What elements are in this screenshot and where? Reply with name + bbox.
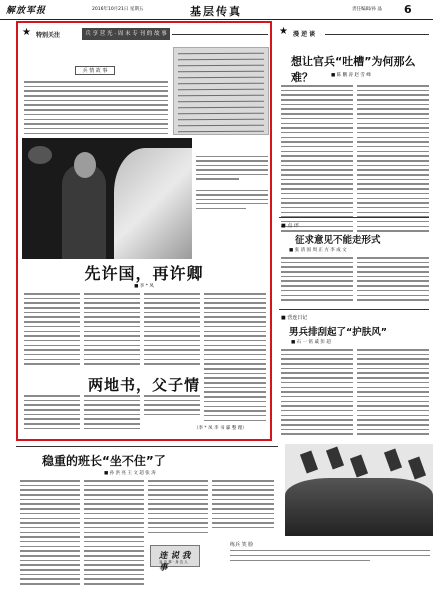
article-body-lower-col2 — [84, 395, 140, 435]
article-body-col3 — [144, 293, 200, 369]
bottom-byline: ■ 孙 洪 亮 王 文 超 张 涛 — [104, 471, 156, 476]
feature-tag-label: 特别关注 — [36, 32, 61, 39]
logo-text: 连 说 我 事 — [159, 551, 191, 573]
second-headline: 两地书，父子情 — [88, 376, 201, 394]
edition-info: 责任编辑/孙 晶 — [352, 7, 382, 12]
section3-byline: ■ 石 一 铭 戚 彭 超 — [291, 340, 331, 345]
right-tag-label: 漫 逆 谈 — [293, 31, 316, 38]
article-body-lower-col3 — [144, 395, 200, 423]
divider — [172, 34, 268, 35]
divider — [16, 446, 278, 447]
star-icon: ★ — [22, 27, 31, 38]
feature-tag-bar — [22, 27, 268, 43]
divider — [279, 217, 429, 218]
photo-tag: 练兵 笑 脸 — [230, 542, 254, 548]
section2-byline: ■ 张 清 国 周 正 方 李 成 文 — [289, 248, 347, 253]
bottom-body-col4 — [212, 480, 274, 536]
bottom-body-col3 — [148, 480, 208, 540]
section3-headline[interactable]: 男兵排刮起了“护肤风” — [289, 327, 387, 338]
right-byline: ■ 陈 鹏 涛 赵 雪 峰 — [331, 73, 371, 78]
right-column — [279, 21, 433, 441]
section2-kicker: ■ 点 评 — [281, 223, 299, 229]
right-body-1b — [357, 85, 429, 235]
article-body-lower-col1 — [24, 395, 80, 435]
dateline: 2016年10月21日 星期五 — [92, 7, 144, 12]
author-note: （李 * 凤 李 书 霖 整 理） — [194, 426, 247, 431]
photo-caption — [196, 156, 268, 256]
logo-subtext: 身 边 事 · 身 边 人 — [159, 560, 188, 564]
section2-body-a — [281, 257, 353, 307]
bottom-headline[interactable]: 稳重的班长“坐不住”了 — [42, 454, 166, 468]
masthead-logo: 解放军报 — [6, 6, 47, 16]
divider — [325, 34, 429, 35]
sub-rubric: 兵 情 故 事 — [75, 66, 115, 75]
feature-banner: 兵 享 营 光 · 周 末 专 刊 的 故 事 — [82, 28, 170, 40]
star-icon: ★ — [279, 26, 288, 37]
right-body-1a — [281, 85, 353, 235]
training-photo — [285, 444, 433, 536]
section3-kicker: ■ 营连日记 — [281, 315, 308, 321]
page-header — [0, 0, 433, 20]
photo-caption-line — [230, 560, 370, 561]
column-logo — [150, 545, 200, 573]
page-number: 6 — [404, 3, 412, 16]
article-body-col4 — [204, 293, 266, 429]
section3-body-a — [281, 349, 353, 439]
section3-body-b — [357, 349, 429, 439]
feature-byline: ■ 李 * 凤 — [134, 284, 154, 289]
section2-body-b — [357, 257, 429, 307]
feature-article[interactable] — [16, 21, 272, 441]
divider — [279, 309, 429, 310]
section-title: 基层传真 — [190, 5, 242, 18]
photo-caption-line — [230, 555, 430, 556]
bottom-body-col1 — [20, 480, 80, 588]
bottom-body-col2 — [84, 480, 144, 588]
intro-text — [24, 81, 168, 135]
article-body-col2 — [84, 293, 140, 369]
article-body-col1 — [24, 293, 80, 369]
wedding-photo — [22, 138, 192, 259]
feature-headline: 先许国，再许卿 — [84, 264, 204, 283]
right-tag-bar — [279, 27, 429, 39]
right-headline[interactable]: 想让官兵“吐槽”为何那么难？ — [291, 55, 416, 84]
section2-headline[interactable]: 征求意见不能走形式 — [295, 235, 381, 246]
photo-caption-line — [230, 550, 430, 551]
handwritten-letter-image — [173, 47, 269, 135]
